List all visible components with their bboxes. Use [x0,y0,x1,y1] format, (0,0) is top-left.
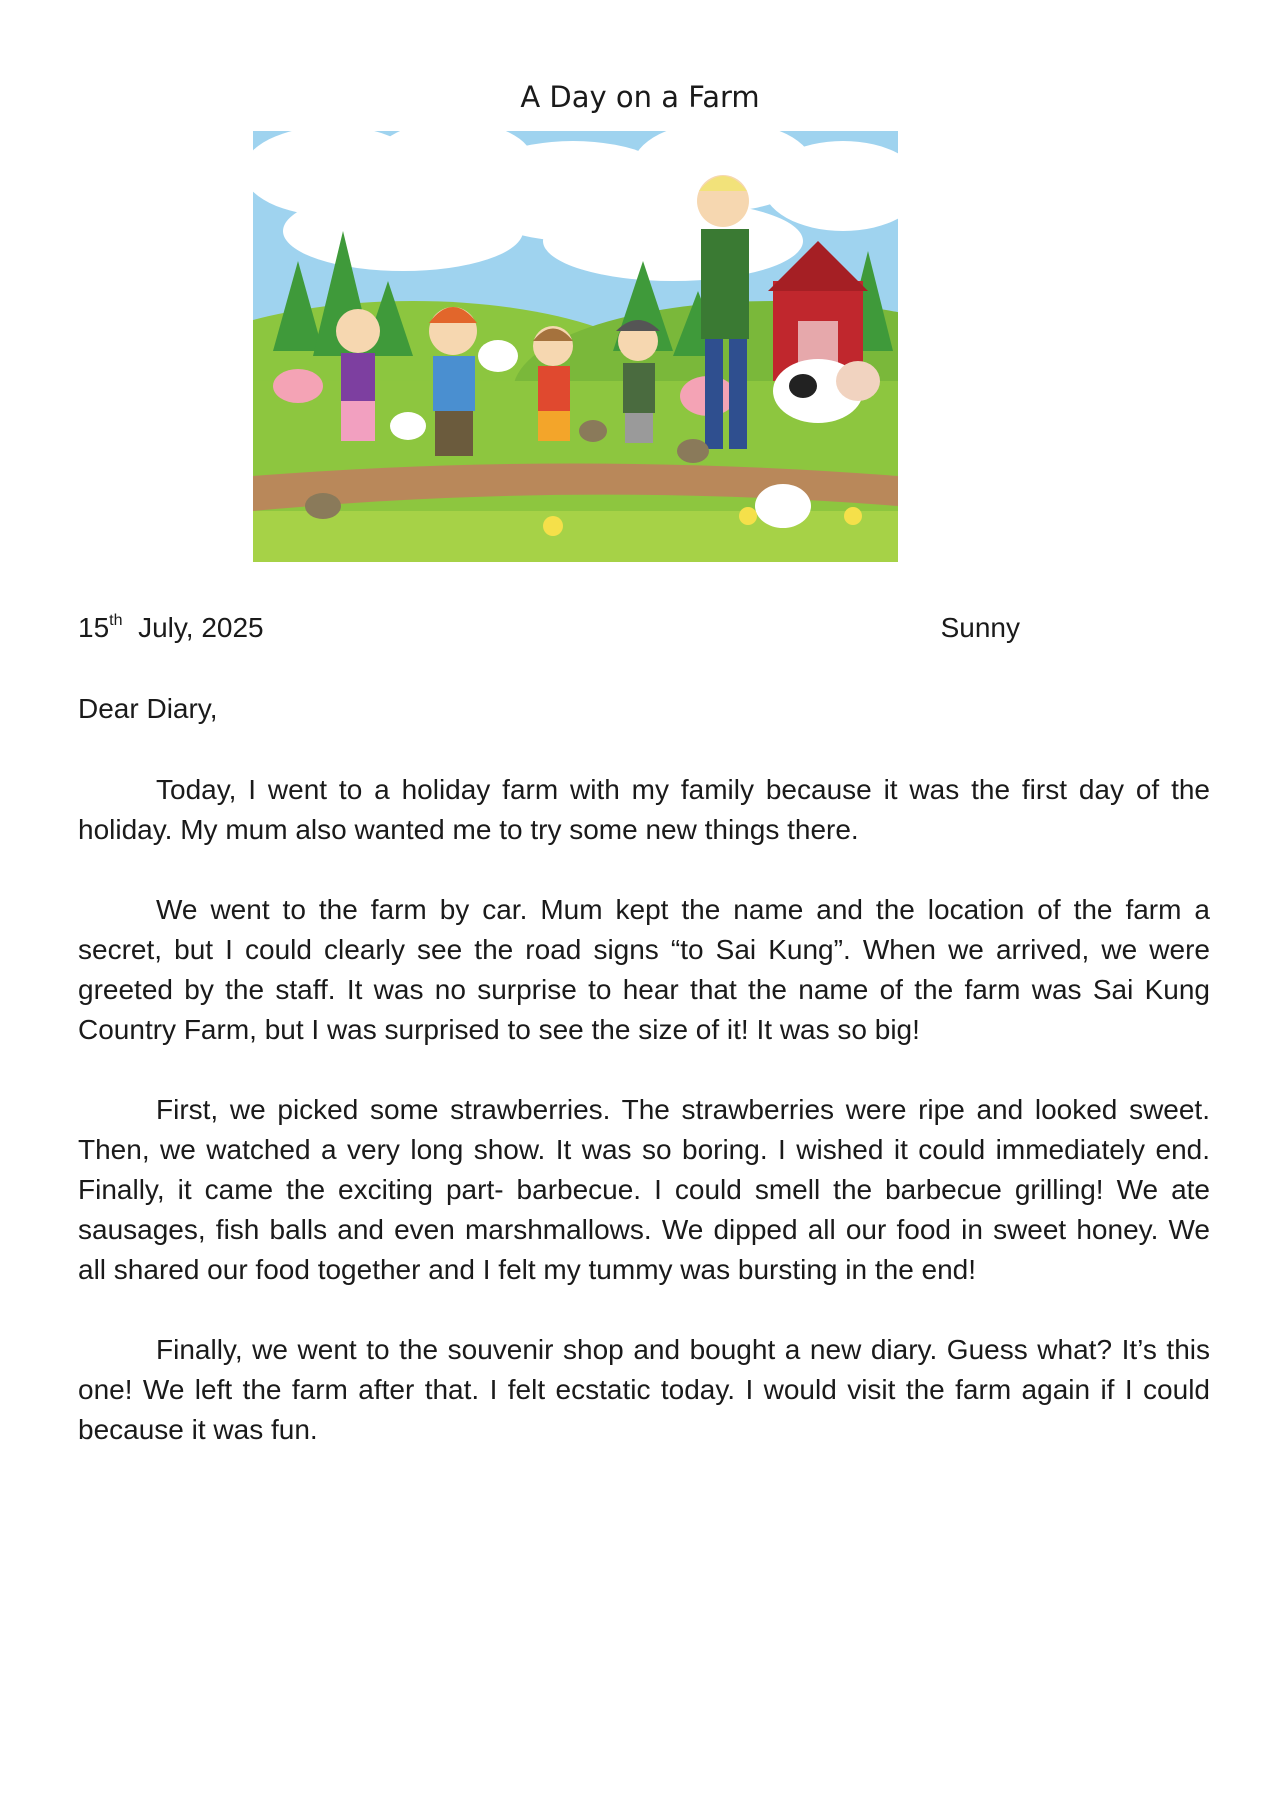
paragraph-4: Finally, we went to the souvenir shop and bought a new diary. Guess what? It’s this one! We left the farm after that. I felt ecstatic today. I would visit the farm again if I could because it was fun. [78,1334,1210,1445]
page-title: A Day on a Farm [520,80,760,114]
date-month-year: July, 2025 [138,612,264,643]
paragraph-2: We went to the farm by car. Mum kept the name and the location of the farm a secret, but I could clearly see the road signs “to Sai Kung”. When we arrived, we were greeted by the staff. It was no surprise to hear that the name of the farm was Sai Kung Country Farm, but I was surprised to see the size of it! It was so big! [78,894,1210,1045]
date-suffix: th [109,611,123,629]
diary-body [78,770,1210,1490]
salutation: Dear Diary, [78,693,218,724]
diary-weather: Sunny [940,612,1020,643]
paragraph-1: Today, I went to a holiday farm with my family because it was the first day of the holiday. My mum also wanted me to try some new things there. [78,774,1210,845]
date-day: 15 [78,612,110,643]
diary-date [78,612,264,644]
farm-illustration [253,131,898,562]
paragraph-3: First, we picked some strawberries. The strawberries were ripe and looked sweet. Then, we watched a very long show. It was so boring. I wished it could immediately end. Finally, it came the exciting part- barbecue. I could smell the barbecue grilling! We ate sausages, fish balls and even marshmallows. We dipped all our food in sweet honey. We all shared our food together and I felt my tummy was bursting in the end! [78,1094,1210,1285]
